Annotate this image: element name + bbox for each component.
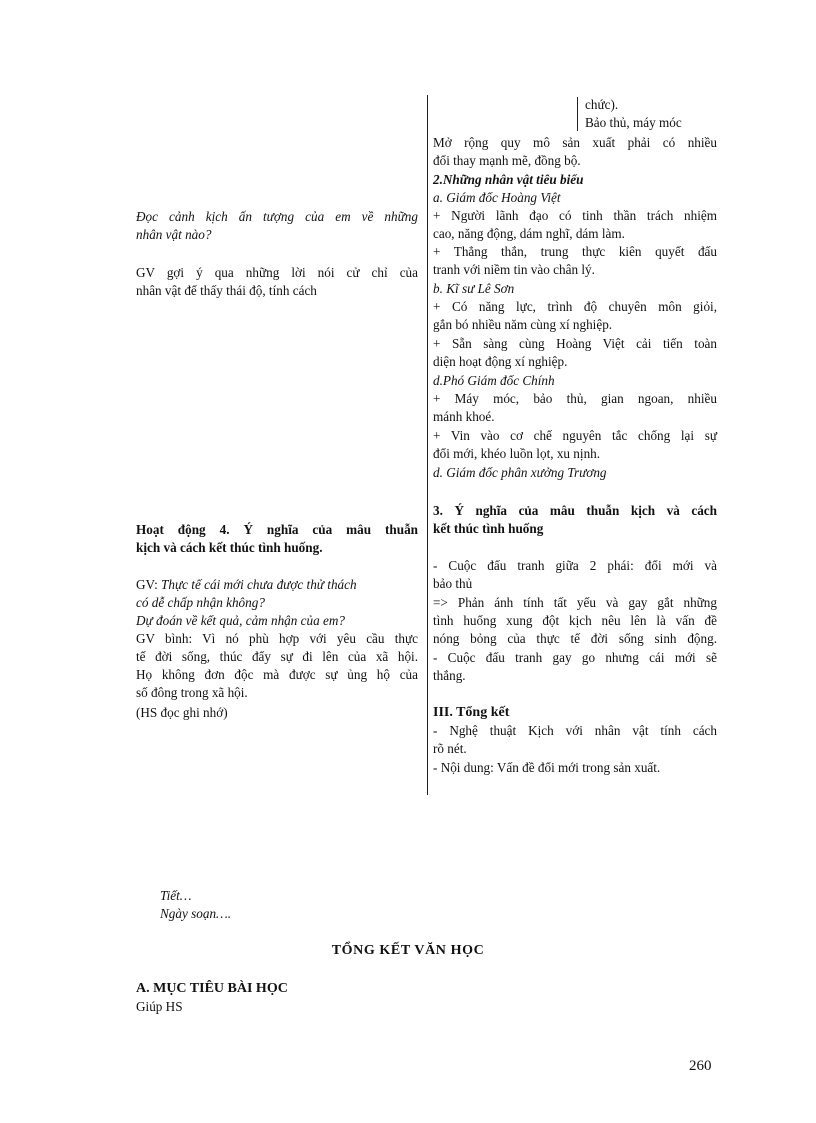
- lesson-date: Ngày soạn….: [160, 906, 232, 921]
- section-a-text: Giúp HS: [136, 999, 183, 1014]
- section3-title: 3. Ý nghĩa của mâu thuẫn kịch và cách: [433, 503, 717, 518]
- char-a-point: cao, năng động, dám nghĩ, dám làm.: [433, 226, 625, 241]
- page-number: 260: [689, 1058, 712, 1074]
- gv-comment-line: số đông trong xã hội.: [136, 685, 248, 700]
- char-b-point: + Sẵn sàng cùng Hoàng Việt cải tiến toàn: [433, 336, 717, 351]
- gv-comment-line: Họ không đơn độc mà được sự ủng hộ của: [136, 667, 418, 682]
- fragment-bracket: [577, 97, 578, 131]
- section-a-title: A. MỤC TIÊU BÀI HỌC: [136, 981, 288, 996]
- section2-title: 2.Những nhân vật tiêu biểu: [433, 172, 584, 187]
- char-b-point: diện hoạt động xí nghiệp.: [433, 354, 568, 369]
- char-d-point: đổi mới, khéo luồn lọt, xu nịnh.: [433, 446, 601, 461]
- section3-title: kết thúc tình huống: [433, 521, 544, 536]
- section3-point: - Cuộc đấu tranh giữa 2 phái: đổi mới và: [433, 558, 717, 573]
- question-line: nhân vật nào?: [136, 227, 212, 242]
- char-b-point: gắn bó nhiều năm cùng xí nghiệp.: [433, 317, 613, 332]
- char-d-point: mánh khoé.: [433, 409, 495, 424]
- section3-point: bảo thủ: [433, 576, 473, 591]
- gv-question-line: Dự đoán về kết quả, cảm nhận của em?: [136, 613, 345, 628]
- gv-question-text: Thực tế cái mới chưa được thử thách: [161, 577, 357, 592]
- activity4-heading: kịch và cách kết thúc tình huống.: [136, 540, 323, 555]
- expand-line: đổi thay mạnh mẽ, đồng bộ.: [433, 153, 581, 168]
- section-iii-title: III. Tổng kết: [433, 705, 510, 720]
- section3-point: nóng bỏng của thực tế đời sống sinh động.: [433, 631, 717, 646]
- char-a-point: tranh với niềm tin vào chân lý.: [433, 262, 595, 277]
- lesson-title: TỔNG KẾT VĂN HỌC: [331, 943, 485, 958]
- lesson-tiet: Tiết…: [160, 888, 192, 903]
- section3-point: => Phản ánh tính tất yếu và gay gắt những: [433, 595, 717, 610]
- question-line: Đọc cảnh kịch ấn tượng của em về những: [136, 209, 418, 224]
- section-iii-point: rõ nét.: [433, 741, 467, 756]
- gv-comment-line: tế đời sống, thúc đẩy sự đi lên của xã hội.: [136, 649, 418, 664]
- activity4-heading: Hoạt động 4. Ý nghĩa của mâu thuẫn: [136, 522, 418, 537]
- expand-line: Mở rộng quy mô sản xuất phải có nhiều: [433, 135, 717, 150]
- gv-question-line: có dễ chấp nhận không?: [136, 595, 265, 610]
- char-d-point: + Máy móc, bảo thủ, gian ngoan, nhiều: [433, 391, 717, 406]
- char-d-point: + Vin vào cơ chế nguyên tắc chống lại sự: [433, 428, 717, 443]
- hint-line: GV gợi ý qua những lời nói cử chỉ của: [136, 265, 418, 280]
- gv-label: GV:: [136, 577, 158, 592]
- char-b-title: b. Kĩ sư Lê Sơn: [433, 281, 515, 296]
- section-iii-point: - Nội dung: Vấn đề đổi mới trong sản xuất.: [433, 760, 661, 775]
- char-a-point: + Người lãnh đạo có tinh thần trách nhiệm: [433, 208, 717, 223]
- char-a-point: + Thẳng thắn, trung thực kiên quyết đấu: [433, 244, 717, 259]
- char-b-point: + Có năng lực, trình độ chuyên môn giỏi,: [433, 299, 717, 314]
- char-a-title: a. Giám đốc Hoàng Việt: [433, 190, 561, 205]
- fragment-line: chức).: [585, 97, 619, 112]
- char-d2-title: d. Giám đốc phân xưởng Trương: [433, 465, 607, 480]
- char-d-title: d.Phó Giám đốc Chính: [433, 373, 555, 388]
- section3-point: - Cuộc đấu tranh gay go nhưng cái mới sẽ: [433, 650, 717, 665]
- section3-point: thắng.: [433, 668, 466, 683]
- fragment-line: Bảo thủ, máy móc: [585, 115, 682, 130]
- hs-note: (HS đọc ghi nhớ): [136, 705, 228, 720]
- section3-point: tình huống xung đột kịch nêu lên là vấn đề: [433, 613, 717, 628]
- gv-question-line: [136, 576, 418, 594]
- hint-line: nhân vật để thấy thái độ, tính cách: [136, 283, 317, 298]
- column-divider: [427, 95, 428, 795]
- section-iii-point: - Nghệ thuật Kịch với nhân vật tính cách: [433, 723, 717, 738]
- gv-comment-line: GV bình: Vì nó phù hợp với yêu cầu thực: [136, 631, 418, 646]
